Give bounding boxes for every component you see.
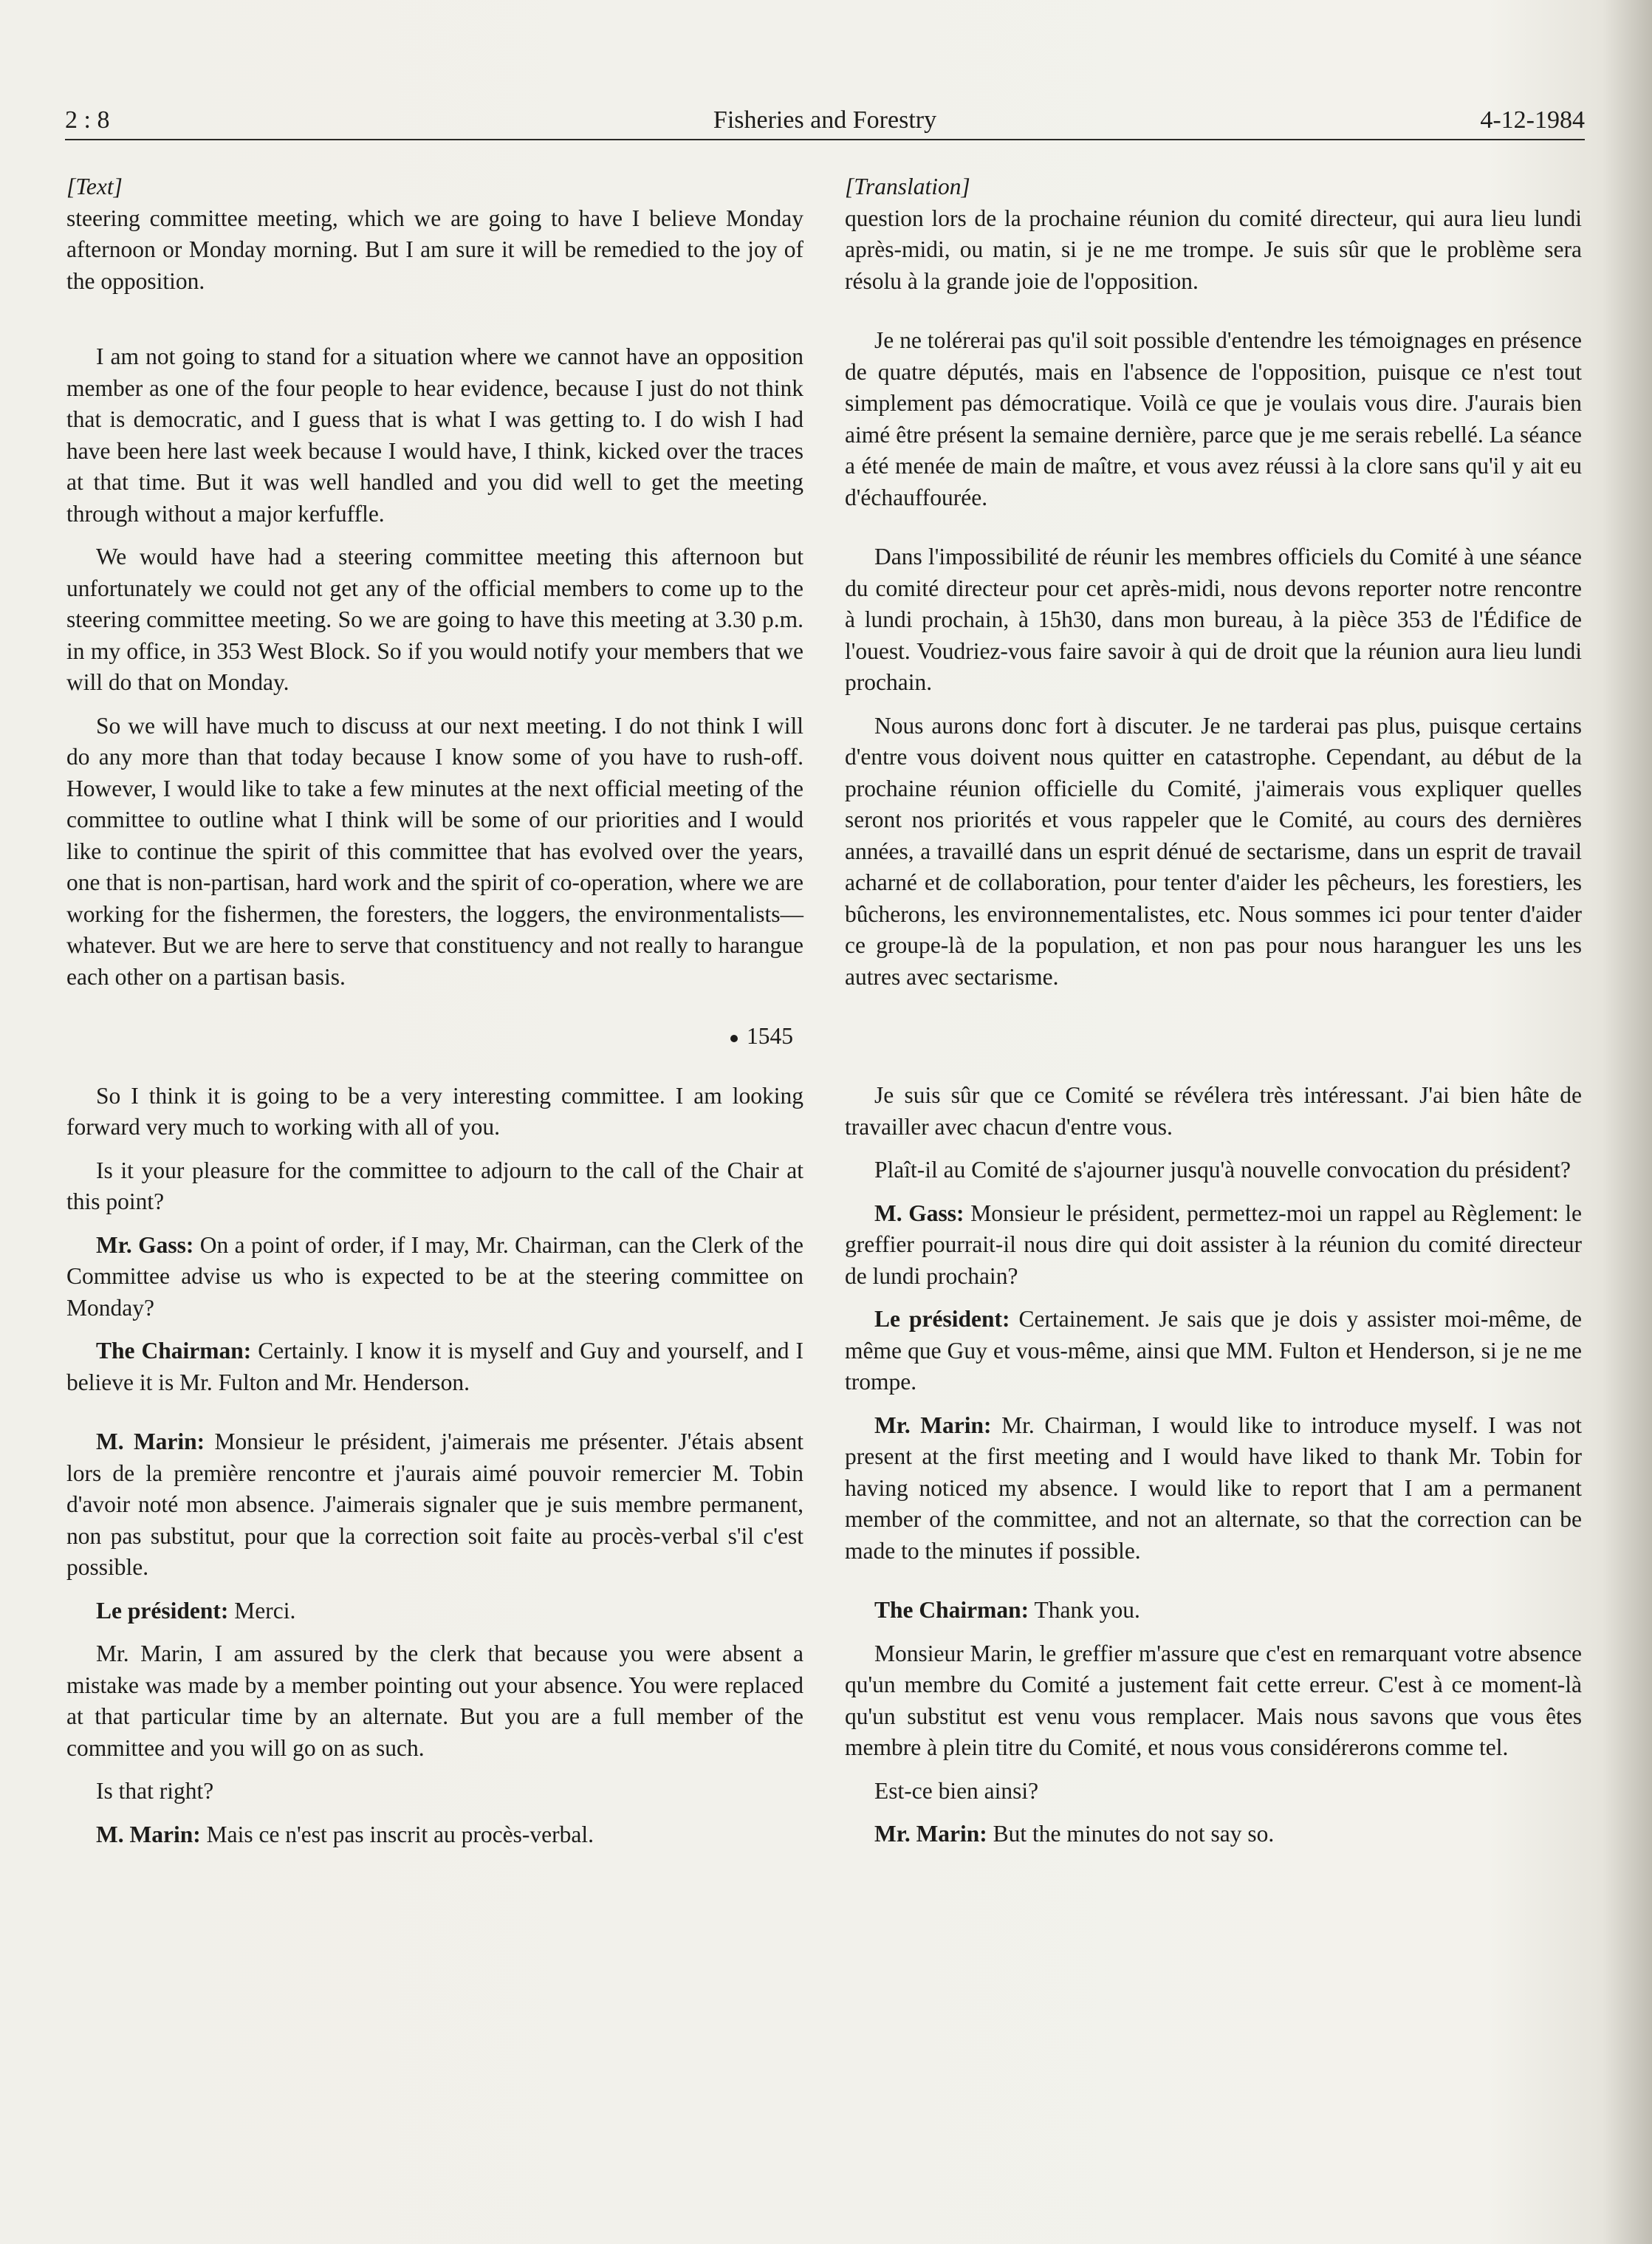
paragraph: question lors de la prochaine réunion du comité directeur, qui aura lieu lundi après-midi, ou matin, si je ne me trompe. Je suis sûr que le problème sera résolu à la grande joie de l'opposition. — [845, 205, 1582, 294]
speaker-name: M. Marin: — [96, 1821, 201, 1847]
journal-title: Fisheries and Forestry — [713, 106, 937, 134]
paragraph: Monsieur Marin, le greffier m'assure que c'est en remarquant votre absence qu'un membre du Comité a justement fait cette erreur. C'est à ce moment-là qu'un substitut est venu vous remplacer. Mais nous savons que vous êtes membre à plein titre du Comité, et nous vous considérerons comme tel. — [845, 1640, 1582, 1760]
speech-paragraph — [66, 1819, 803, 1851]
speech-paragraph — [66, 1335, 803, 1398]
translation-tag: [Translation] — [845, 174, 970, 199]
speech-paragraph — [845, 1304, 1582, 1398]
issue-date: 4-12-1984 — [1480, 106, 1585, 134]
left-column-english — [66, 171, 803, 1850]
time-marker — [66, 1021, 803, 1053]
speech-paragraph — [845, 1410, 1582, 1567]
paragraph: So we will have much to discuss at our next meeting. I do not think I will do any more than that today because I know some of you have to rush-off. However, I would like to take a few minutes at the next official meeting of the committee to outline what I think will be some of our priorities and I would like to continue the spirit of this committee that has evolved over the years, one that is non-partisan, hard work and the spirit of co-operation, where we are working for the fishermen, the foresters, the loggers, the environmentalists—whatever. But we are here to serve that constituency and not really to harangue each other on a partisan basis. — [66, 712, 803, 990]
speech-text: Certainly. I know it is myself and Guy and yourself, and I believe it is Mr. Fulton and Mr. Henderson. — [66, 1338, 803, 1395]
speech-text: On a point of order, if I may, Mr. Chairman, can the Clerk of the Committee advise us who is expected to be at the steering committee on Monday? — [66, 1231, 803, 1321]
paragraph: Mr. Marin, I am assured by the clerk that because you were absent a mistake was made by a member pointing out your absence. You were replaced at that particular time by an alternate. But you are a full member of the committee and you will go on as such. — [66, 1641, 803, 1761]
speaker-name: Mr. Gass: — [96, 1231, 194, 1258]
paragraph: Est-ce bien ainsi? — [874, 1777, 1039, 1804]
speaker-name: Mr. Marin: — [874, 1821, 987, 1847]
paragraph: Is it your pleasure for the committee to adjourn to the call of the Chair at this point? — [66, 1157, 803, 1214]
speech-paragraph — [66, 1426, 803, 1584]
speech-text: Thank you. — [1029, 1597, 1140, 1623]
bullet-icon — [730, 1035, 738, 1042]
speech-paragraph — [845, 1819, 1582, 1850]
speech-paragraph — [845, 1595, 1582, 1626]
page-number: 2 : 8 — [65, 106, 110, 134]
speaker-name: M. Gass: — [874, 1200, 964, 1226]
paragraph: Je ne tolérerai pas qu'il soit possible d'entendre les témoignages en présence de quatre députés, mais en l'absence de l'opposition, puisque ce n'est tout simplement pas démocratique. Voilà ce que je voulais vous dire. J'aurais bien aimé être présent la semaine dernière, parce que je me serais rebellé. La séance a été menée de main de maître, et vous avez réussi à la clore sans qu'il y ait eu d'échauffourée. — [845, 327, 1582, 510]
speech-text: Monsieur le président, j'aimerais me présenter. J'étais absent lors de la première rencontre et j'aurais aimé pouvoir remercier M. Tobin d'avoir noté mon absence. J'aimerais signaler que je suis membre permanent, non pas substitut, pour que la correction soit faite au procès-verbal s'il c'est possible. — [66, 1429, 803, 1580]
speech-text: Merci. — [228, 1597, 296, 1624]
column-gap — [845, 993, 1582, 1080]
speaker-name: Mr. Marin: — [874, 1412, 992, 1438]
right-column-translation — [845, 171, 1582, 1850]
paragraph: Dans l'impossibilité de réunir les membres officiels du Comité à une séance du comité directeur pour cet après-midi, nous devons reporter notre rencontre à lundi prochain, à 15h30, dans mon bureau, à la pièce 353 de l'Édifice de l'ouest. Voudriez-vous faire savoir à qui de droit que la réunion aura lieu lundi prochain. — [845, 544, 1582, 695]
paragraph: Plaît-il au Comité de s'ajourner jusqu'à nouvelle convocation du président? — [874, 1157, 1571, 1183]
paragraph: So I think it is going to be a very interesting committee. I am looking forward very much to working with all of you. — [66, 1082, 803, 1140]
speaker-name: M. Marin: — [96, 1429, 205, 1454]
paragraph: I am not going to stand for a situation where we cannot have an opposition member as one of the four people to hear evidence, because I just do not think that is democratic, and I guess that is what I was getting to. I do wish I had have been here last week because I would have, I think, kicked over the traces at that time. But it was well handled and you did well to get the meeting through without a major kerfuffle. — [66, 343, 803, 527]
running-header — [65, 102, 1585, 140]
paragraph: We would have had a steering committee meeting this afternoon but unfortunately we could not get any of the official members to come up to the steering committee meeting. So we are going to have this meeting at 3.30 p.m. in my office, in 353 West Block. So if you would notify your members that we will do that on Monday. — [66, 544, 803, 695]
text-tag: [Text] — [66, 174, 123, 199]
speaker-name: Le président: — [874, 1306, 1010, 1332]
speech-text: Monsieur le président, permettez-moi un rappel au Règlement: le greffier pourrait-il nous dire qui doit assister à la réunion du comité directeur de lundi prochain? — [845, 1200, 1582, 1289]
paragraph: Is that right? — [96, 1778, 214, 1804]
speech-text: But the minutes do not say so. — [987, 1821, 1275, 1847]
time-marker-value: 1545 — [747, 1023, 793, 1049]
speech-text: Certainement. Je sais que je dois y assister moi-même, de même que Guy et vous-même, ainsi que MM. Fulton et Henderson, si je ne me trompe. — [845, 1306, 1582, 1395]
paragraph: steering committee meeting, which we are going to have I believe Monday afternoon or Monday morning. But I am sure it will be remedied to the joy of the opposition. — [66, 205, 803, 294]
speech-text: Mais ce n'est pas inscrit au procès-verbal. — [200, 1821, 594, 1847]
speaker-name: The Chairman: — [874, 1597, 1029, 1623]
speech-paragraph — [66, 1595, 803, 1627]
speech-paragraph — [66, 1230, 803, 1324]
speaker-name: Le président: — [96, 1597, 229, 1624]
speaker-name: The Chairman: — [96, 1338, 252, 1364]
speech-text: Mr. Chairman, I would like to introduce myself. I was not present at the first meeting and I would have liked to thank Mr. Tobin for having noticed my absence. I would like to report that I am a permanent member of the committee, and not an alternate, so that the correction can be made to the minutes if possible. — [845, 1412, 1582, 1564]
paragraph: Je suis sûr que ce Comité se révélera très intéressant. J'ai bien hâte de travailler avec chacun d'entre vous. — [845, 1082, 1582, 1140]
paragraph: Nous aurons donc fort à discuter. Je ne tarderai pas plus, puisque certains d'entre vous doivent nous quitter en catastrophe. Cependant, au début de la prochaine réunion officielle du Comité, j'aimerais vous expliquer quelles seront nos priorités et vous rappeler que le Comité, au cours des dernières années, a travaillé dans un esprit dénué de sectarisme, dans un esprit de travail acharné et de collaboration, pour tenter d'aider les pêcheurs, les forestiers, les bûcherons, les environnementalistes, etc. Nous sommes ici pour tenter d'aider ce groupe-là de la population, et non pas pour nous haranguer les uns les autres avec sectarisme. — [845, 712, 1582, 990]
speech-paragraph — [845, 1198, 1582, 1293]
